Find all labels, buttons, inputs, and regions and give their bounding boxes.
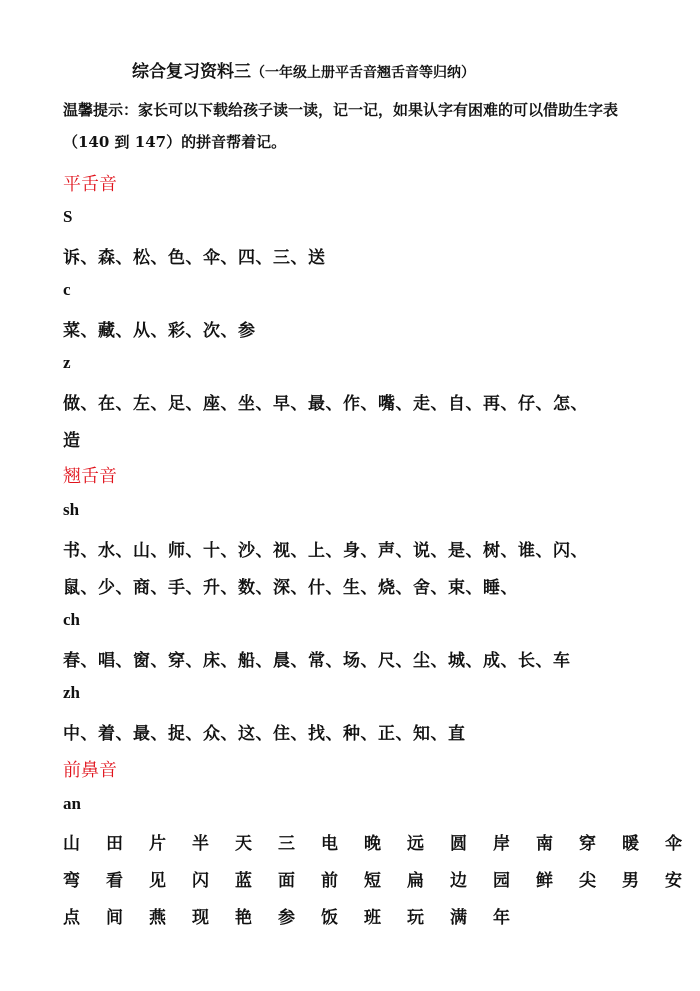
initial-c: c: [63, 280, 71, 299]
chars-c: 菜、藏、从、彩、次、参: [63, 321, 256, 341]
initial-ch: ch: [63, 610, 80, 629]
character-cell: 短: [364, 871, 381, 891]
character-cell: 鲜: [536, 871, 553, 891]
chars-ch: 春、唱、窗、穿、床、船、晨、常、场、尺、尘、城、成、长、车: [63, 651, 571, 671]
character-cell: 尖: [579, 871, 596, 891]
character-cell: 满: [450, 908, 467, 928]
initial-z: z: [63, 353, 71, 372]
character-cell: 山: [63, 834, 80, 854]
character-cell: 边: [450, 871, 467, 891]
tip-label: 温馨提示：: [63, 101, 139, 119]
character-cell: 蓝: [235, 871, 252, 891]
title-subtitle: （一年级上册平舌音翘舌音等归纳）: [251, 65, 475, 81]
character-cell: 暖: [622, 834, 639, 854]
character-cell: 片: [149, 834, 166, 854]
initial-s: S: [63, 207, 73, 226]
character-cell: 闪: [192, 871, 209, 891]
an-row-2: [63, 866, 700, 891]
character-cell: 面: [278, 871, 295, 891]
tip-text: 家长可以下载给孩子读一读，记一记，如果认字有困难的可以借助生字表（140 到 147）的拼音帮着记。: [63, 101, 619, 151]
chars-sh-line2: 鼠、少、商、手、升、数、深、什、生、烧、舍、束、睡、: [63, 578, 518, 598]
chars-sh-line1: 书、水、山、师、十、沙、视、上、身、声、说、是、树、谁、闪、: [63, 541, 588, 561]
character-cell: 现: [192, 908, 209, 928]
character-cell: 前: [321, 871, 338, 891]
character-cell: 三: [278, 834, 295, 854]
character-cell: 园: [493, 871, 510, 891]
initial-sh: sh: [63, 500, 80, 519]
character-cell: 班: [364, 908, 381, 928]
character-cell: 安: [665, 871, 682, 891]
character-cell: 参: [278, 908, 295, 928]
character-cell: 穿: [579, 834, 596, 854]
character-cell: 艳: [235, 908, 252, 928]
title-main: 综合复习资料三: [132, 62, 251, 82]
character-cell: 年: [493, 908, 510, 928]
chars-z-line2: 造: [63, 431, 81, 451]
character-cell: 半: [192, 834, 209, 854]
character-cell: 男: [622, 871, 639, 891]
character-cell: 晚: [364, 834, 381, 854]
character-cell: 扁: [407, 871, 424, 891]
chars-s: 诉、森、松、色、伞、四、三、送: [63, 248, 326, 268]
initial-zh: zh: [63, 683, 80, 702]
character-cell: 电: [321, 834, 338, 854]
section-heading-retroflex: 翘舌音: [63, 466, 117, 487]
page-title: [132, 57, 475, 82]
character-cell: 远: [407, 834, 424, 854]
chars-z-line1: 做、在、左、足、座、坐、早、最、作、嘴、走、自、再、仔、怎、: [63, 394, 588, 414]
chars-zh: 中、着、最、捉、众、这、住、找、种、正、知、直: [63, 724, 466, 744]
character-cell: 间: [106, 908, 123, 928]
character-cell: 弯: [63, 871, 80, 891]
character-cell: 见: [149, 871, 166, 891]
character-cell: 田: [106, 834, 123, 854]
character-cell: 看: [106, 871, 123, 891]
initial-an: an: [63, 794, 81, 813]
character-cell: 伞: [665, 834, 682, 854]
an-row-3: [63, 903, 536, 928]
character-cell: 南: [536, 834, 553, 854]
character-cell: 玩: [407, 908, 424, 928]
section-heading-front-nasal: 前鼻音: [63, 760, 117, 781]
character-cell: 点: [63, 908, 80, 928]
character-cell: 燕: [149, 908, 166, 928]
character-cell: 圆: [450, 834, 467, 854]
an-row-1: [63, 829, 700, 854]
character-cell: 岸: [493, 834, 510, 854]
character-cell: 天: [235, 834, 252, 854]
character-cell: 饭: [321, 908, 338, 928]
section-heading-flat: 平舌音: [63, 174, 117, 195]
tip-paragraph: [63, 94, 653, 158]
